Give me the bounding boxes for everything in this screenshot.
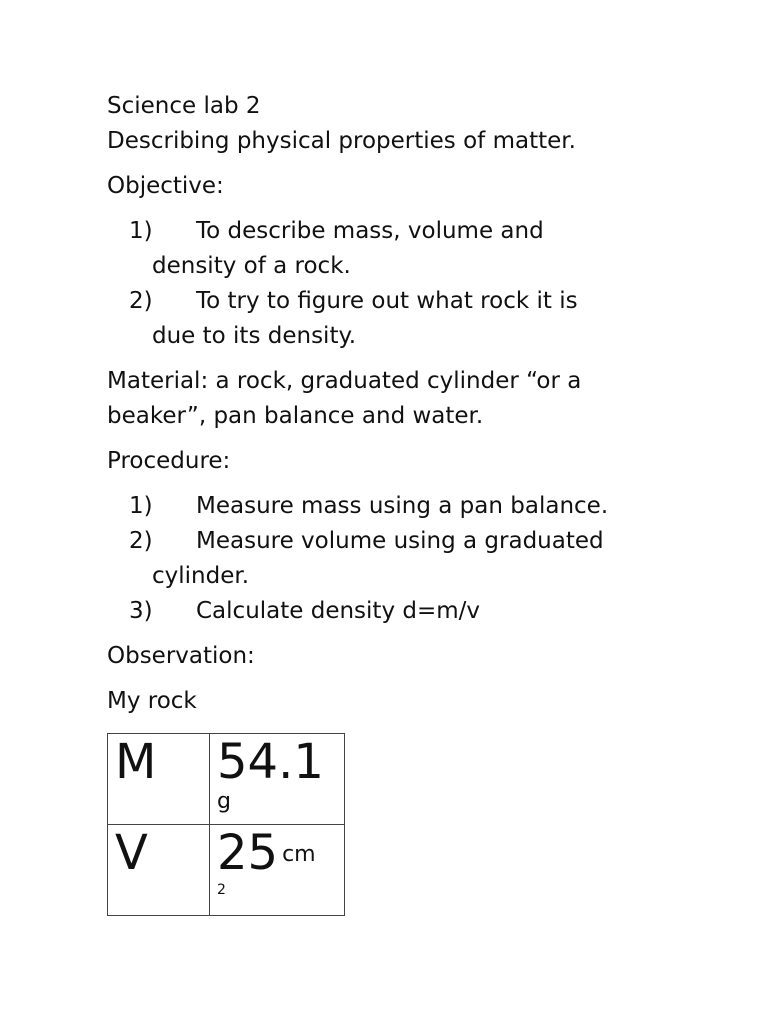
list-number: 3) <box>129 598 153 624</box>
volume-unit: cm <box>282 842 316 867</box>
table-row <box>108 734 345 825</box>
procedure-list <box>107 489 667 629</box>
material-line-2: beaker”, pan balance and water. <box>107 403 484 429</box>
doc-subtitle: Describing physical properties of matter. <box>107 128 576 154</box>
list-item <box>107 594 667 629</box>
list-text: Measure mass using a pan balance. <box>196 493 609 519</box>
list-number: 1) <box>129 493 153 519</box>
doc-title: Science lab 2 <box>107 93 261 119</box>
list-item <box>107 284 667 354</box>
table-row <box>108 825 345 916</box>
mass-key-cell <box>108 734 210 825</box>
volume-key: V <box>115 825 148 881</box>
volume-exponent: 2 <box>217 882 226 898</box>
mass-value: 54.1 <box>217 734 324 790</box>
list-item <box>107 214 667 284</box>
list-text-continued: due to its density. <box>152 323 357 349</box>
list-item <box>107 489 667 524</box>
procedure-heading: Procedure: <box>107 448 231 474</box>
list-number: 2) <box>129 288 153 314</box>
objective-list <box>107 214 667 354</box>
list-text: To describe mass, volume and <box>196 218 544 244</box>
document-page <box>107 89 667 916</box>
list-text: Measure volume using a graduated <box>196 528 604 554</box>
my-rock-label: My rock <box>107 688 197 714</box>
list-number: 1) <box>129 218 153 244</box>
mass-value-cell <box>210 734 345 825</box>
list-text: To try to figure out what rock it is <box>196 288 578 314</box>
observation-heading: Observation: <box>107 643 255 669</box>
list-text-continued: cylinder. <box>152 563 250 589</box>
list-text: Calculate density d=m/v <box>196 598 481 624</box>
list-item <box>107 524 667 594</box>
material-line-1: Material: a rock, graduated cylinder “or a <box>107 368 582 394</box>
observation-table <box>107 733 345 916</box>
list-text-continued: density of a rock. <box>152 253 351 279</box>
list-number: 2) <box>129 528 153 554</box>
mass-unit: g <box>217 789 231 814</box>
volume-value: 25 <box>217 825 279 881</box>
volume-key-cell <box>108 825 210 916</box>
mass-key: M <box>115 734 157 790</box>
objective-heading: Objective: <box>107 173 224 199</box>
volume-value-cell <box>210 825 345 916</box>
